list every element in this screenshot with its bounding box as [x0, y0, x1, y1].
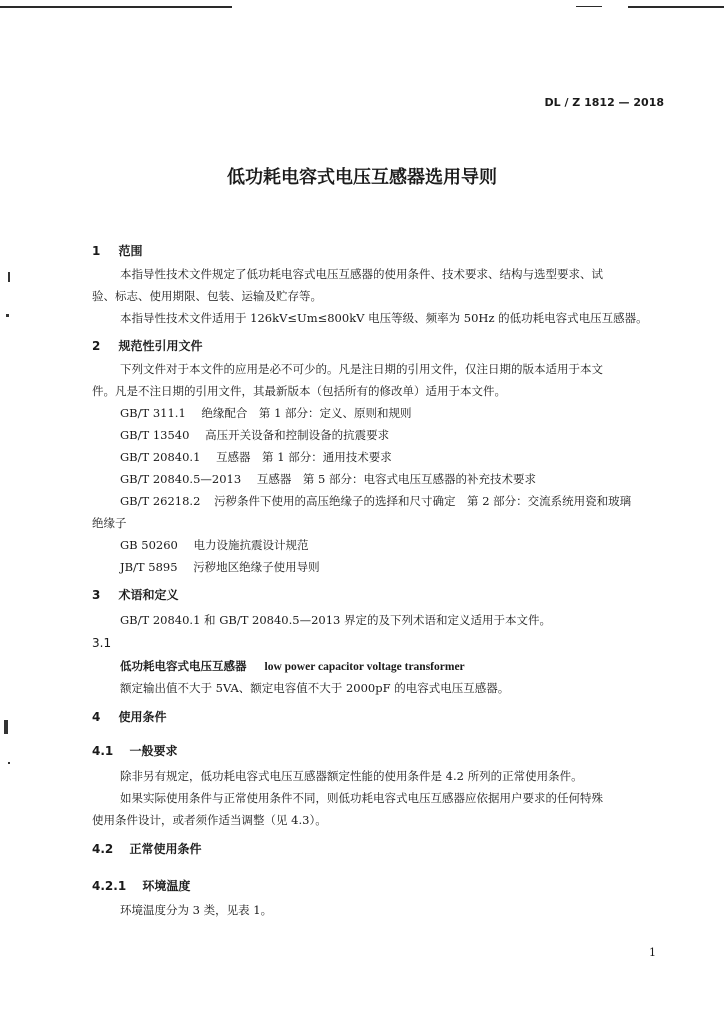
term-definition: 额定输出值不大于 5VA、额定电容值不大于 2000pF 的电容式电压互感器。: [120, 681, 510, 695]
section-1-heading: [92, 242, 143, 259]
section-title: 使用条件: [118, 710, 167, 724]
paragraph: 件。凡是不注日期的引用文件，其最新版本（包括所有的修改单）适用于本文件。: [92, 384, 506, 398]
paragraph: 除非另有规定，低功耗电容式电压互感器额定性能的使用条件是 4.2 所列的正常使用条件。: [120, 769, 583, 783]
reference-item: [120, 427, 389, 443]
reference-title: 污秽条件下使用的高压绝缘子的选择和尺寸确定 第 2 部分：交流系统用瓷和玻璃: [214, 494, 632, 508]
subsection-title: 环境温度: [142, 879, 191, 893]
section-2-heading: [92, 337, 203, 354]
section-number: 4: [92, 710, 101, 724]
section-4-heading: [92, 708, 167, 725]
subsection-number: 4.1: [92, 744, 114, 758]
paragraph: 如果实际使用条件与正常使用条件不同，则低功耗电容式电压互感器应依据用户要求的任何特殊: [120, 791, 603, 805]
reference-title: 高压开关设备和控制设备的抗震要求: [205, 428, 390, 442]
section-number: 3: [92, 588, 101, 602]
section-3-heading: [92, 586, 179, 603]
scan-mark: [8, 272, 10, 282]
document-code: DL / Z 1812 — 2018: [544, 96, 664, 109]
paragraph: 使用条件设计，或者须作适当调整（见 4.3）。: [92, 813, 327, 827]
reference-item: [120, 537, 309, 553]
subsection-4-2-1-heading: [92, 877, 190, 894]
subsection-title: 正常使用条件: [129, 842, 202, 856]
paragraph: 下列文件对于本文件的应用是必不可少的。凡是注日期的引用文件，仅注日期的版本适用于本文: [120, 362, 603, 376]
section-title: 范围: [118, 244, 143, 258]
subsection-4-2-heading: [92, 840, 201, 857]
subsection-title: 一般要求: [129, 744, 178, 758]
reference-item: [120, 559, 320, 575]
paragraph: 环境温度分为 3 类，见表 1。: [120, 903, 273, 917]
reference-code: GB/T 311.1: [120, 406, 186, 420]
subsection-number: 3.1: [92, 636, 112, 650]
subsection-4-1-heading: [92, 742, 177, 759]
section-title: 术语和定义: [118, 588, 179, 602]
reference-code: JB/T 5895: [120, 560, 178, 574]
reference-title: 电力设施抗震设计规范: [193, 538, 309, 552]
reference-title: 污秽地区绝缘子使用导则: [193, 560, 320, 574]
paragraph: 本指导性技术文件适用于 126kV≤Um≤800kV 电压等级、频率为 50Hz 的低功耗电容式电压互感器。: [120, 311, 648, 325]
page-number: 1: [649, 946, 656, 959]
reference-item: [120, 449, 392, 465]
scan-mark: [8, 762, 10, 764]
term-chinese: 低功耗电容式电压互感器: [120, 659, 247, 673]
paragraph: 验、标志、使用期限、包装、运输及贮存等。: [92, 289, 322, 303]
reference-title: 绝缘配合 第 1 部分：定义、原则和规则: [201, 406, 412, 420]
reference-item: [120, 405, 412, 421]
scan-mark: [4, 720, 8, 734]
scan-edge-line-left: [0, 6, 232, 8]
paragraph: 本指导性技术文件规定了低功耗电容式电压互感器的使用条件、技术要求、结构与选型要求、试: [120, 267, 603, 281]
scan-mark: [6, 314, 9, 317]
section-number: 1: [92, 244, 101, 258]
subsection-number: 4.2.1: [92, 879, 127, 893]
reference-item: [120, 471, 536, 487]
reference-title: 互感器 第 1 部分：通用技术要求: [216, 450, 392, 464]
reference-code: GB/T 13540: [120, 428, 190, 442]
scan-edge-line-right-b: [628, 6, 724, 8]
reference-code: GB 50260: [120, 538, 178, 552]
page-title: 低功耗电容式电压互感器选用导则: [227, 167, 497, 188]
term-entry: [120, 658, 465, 674]
section-title: 规范性引用文件: [118, 339, 203, 353]
reference-code: GB/T 26218.2: [120, 494, 201, 508]
reference-continuation: 绝缘子: [92, 516, 127, 530]
term-english: low power capacitor voltage transformer: [264, 661, 465, 673]
reference-item: [120, 493, 631, 509]
section-number: 2: [92, 339, 101, 353]
subsection-number: 4.2: [92, 842, 114, 856]
reference-code: GB/T 20840.5—2013: [120, 472, 242, 486]
reference-code: GB/T 20840.1: [120, 450, 201, 464]
paragraph: GB/T 20840.1 和 GB/T 20840.5—2013 界定的及下列术语和定义适用于本文件。: [120, 613, 552, 627]
scan-edge-line-right-a: [576, 6, 602, 7]
reference-title: 互感器 第 5 部分：电容式电压互感器的补充技术要求: [256, 472, 536, 486]
